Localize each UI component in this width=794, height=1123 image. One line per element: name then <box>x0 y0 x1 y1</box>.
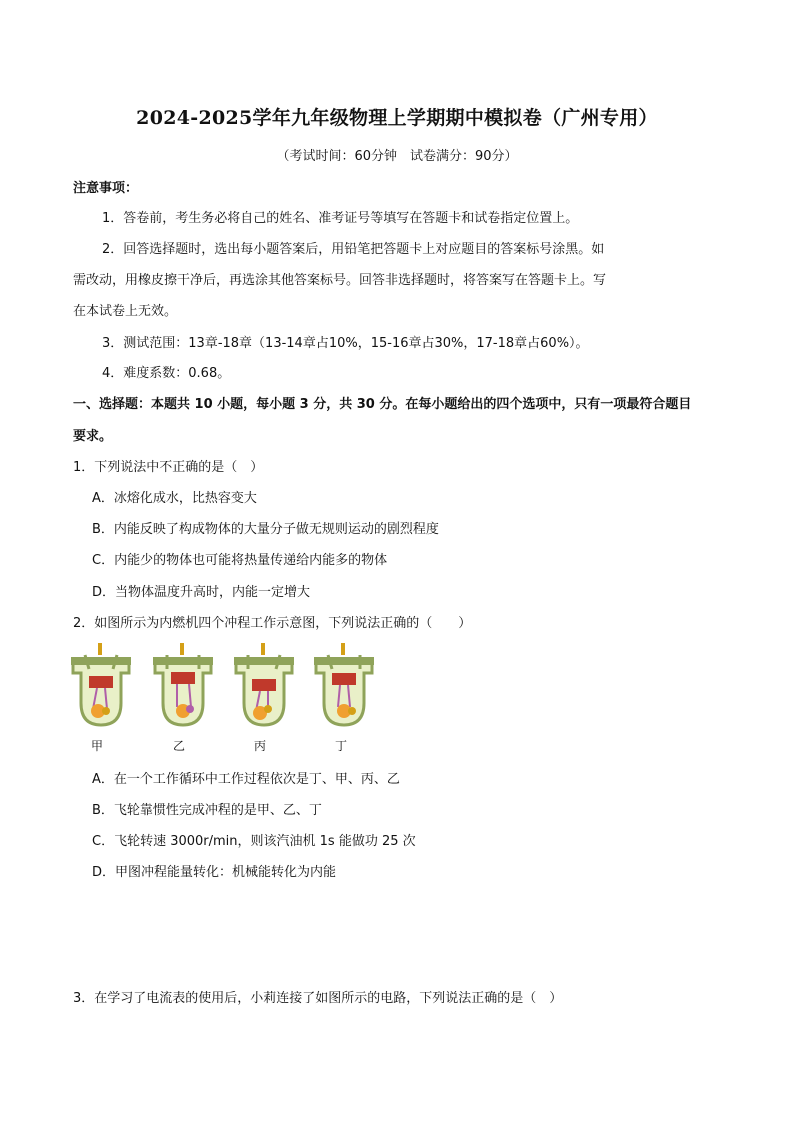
section-heading-line2: 要求。 <box>73 429 113 444</box>
caption-ding: 丁 <box>334 739 347 753</box>
note-item-3: 3．测试范围：13章-18章（13-14章占10%，15-16章占30%，17-18章占60%）。 <box>102 336 589 351</box>
question-2-stem: 2．如图所示为内燃机四个冲程工作示意图，下列说法正确的（ ） <box>73 616 472 631</box>
notes-heading: 注意事项： <box>73 181 139 196</box>
engine-diagram-jia <box>71 643 131 727</box>
question-3-stem: 3．在学习了电流表的使用后，小莉连接了如图所示的电路，下列说法正确的是（ ） <box>73 991 563 1006</box>
question-2-option-d: D．甲图冲程能量转化：机械能转化为内能 <box>92 865 337 880</box>
engine-diagram-bing <box>234 643 294 727</box>
engine-diagram-yi <box>153 643 213 727</box>
note-item-4: 4．难度系数：0.68。 <box>102 366 231 381</box>
question-1-stem: 1．下列说法中不正确的是（ ） <box>73 460 264 475</box>
question-2-option-c: C．飞轮转速 3000r/min，则该汽油机 1s 能做功 25 次 <box>92 834 416 849</box>
note-item-2-line3: 在本试卷上无效。 <box>73 304 178 319</box>
note-item-2-line1: 2．回答选择题时，选出每小题答案后，用铅笔把答题卡上对应题目的答案标号涂黑。如 <box>102 242 605 257</box>
exam-info: （考试时间：60分钟 试卷满分：90分） <box>276 149 518 164</box>
caption-yi: 乙 <box>172 739 185 753</box>
question-1-option-d: D．当物体温度升高时，内能一定增大 <box>92 585 311 600</box>
note-item-2-line2: 需改动，用橡皮擦干净后，再选涂其他答案标号。回答非选择题时，将答案写在答题卡上。写 <box>73 273 607 288</box>
question-2-option-b: B．飞轮靠惯性完成冲程的是甲、乙、丁 <box>92 803 322 818</box>
caption-jia: 甲 <box>90 739 103 753</box>
question-1-option-b: B．内能反映了构成物体的大量分子做无规则运动的剧烈程度 <box>92 522 439 537</box>
engine-diagram-ding <box>314 643 374 727</box>
note-item-1: 1．答卷前，考生务必将自己的姓名、准考证号等填写在答题卡和试卷指定位置上。 <box>102 211 579 226</box>
document-title: 2024-2025学年九年级物理上学期期中模拟卷（广州专用） <box>136 107 658 129</box>
section-heading-line1: 一、选择题：本题共 10 小题，每小题 3 分，共 30 分。在每小题给出的四个选项中，只有一项最符合题目 <box>73 397 692 412</box>
caption-bing: 丙 <box>253 739 266 753</box>
question-1-option-c: C．内能少的物体也可能将热量传递给内能多的物体 <box>92 553 388 568</box>
question-2-option-a: A．在一个工作循环中工作过程依次是丁、甲、丙、乙 <box>92 772 400 787</box>
spark-plug <box>98 643 102 655</box>
question-1-option-a: A．冰熔化成水，比热容变大 <box>92 491 257 506</box>
